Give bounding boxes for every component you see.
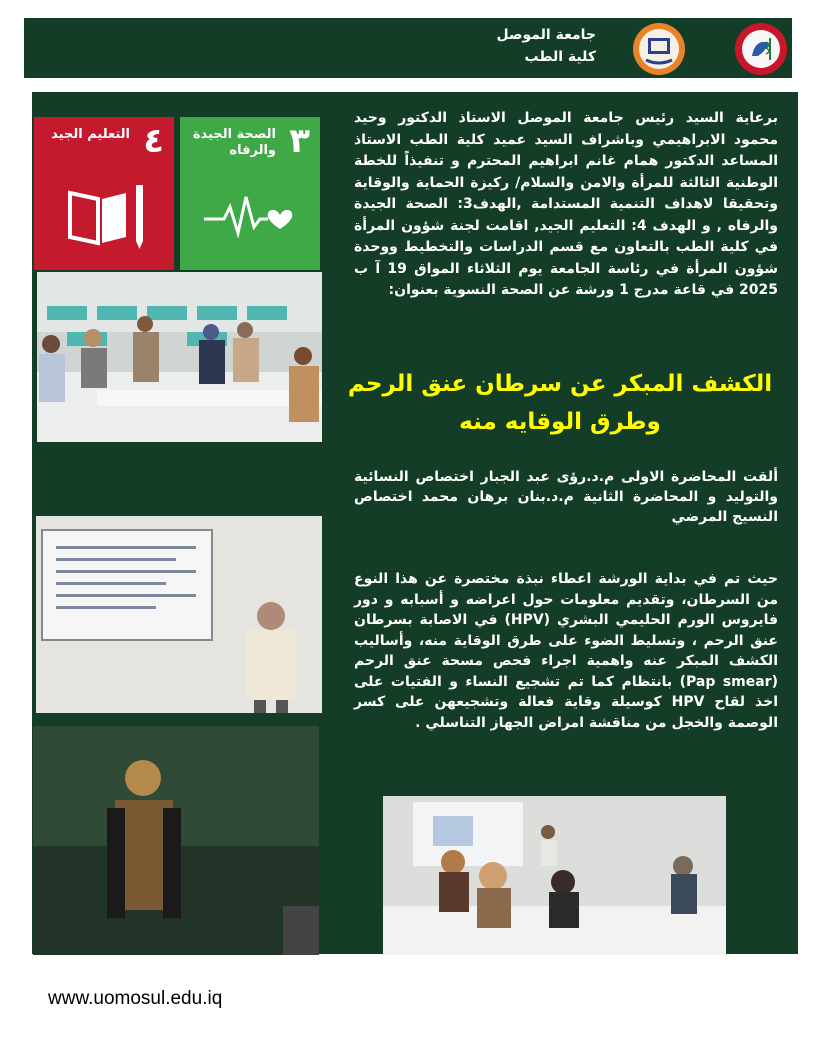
sdg-4-label: التعليم الجيد [51,127,130,142]
university-logo [632,22,686,76]
lecturers-paragraph: ألقت المحاضرة الاولى م.د.رؤى عبد الجبار اختصاص النسائية والتوليد و المحاضرة الثانية م.د.بنان برهان محمد اختصاص النسيج المرضي [354,469,778,525]
website-url: www.uomosul.edu.iq [48,988,223,1009]
sdg-3-label: الصحة الجيدة والرفاه [192,127,276,158]
sdg-4-number: ٤ [143,121,164,161]
workshop-summary-paragraph: حيث تم في بداية الورشة اعطاء نبذة مختصرة عن هذا النوع من السرطان، وتقديم معلومات حول اعراضه و أسبابه و دور فايروس الورم الحليمي البشري (HPV) في الاصابة بسرطان عنق الرحم ، وتسليط الضوء على طرق الوقاية منه، وأساليب الكشف المبكر عنه واهمية اجراء فحص مسحة عنق الرحم (Pap smear) بانتظام كما تم تشجيع النساء و الفتيات على اخذ لقاح HPV كوسيلة وقاية فعالة وتشجيعهن على كسر الوصمة والخجل من مناقشة امراض الجهاز التناسلي . [354,571,778,731]
workshop-title-line-2: وطرق الوقايه منه [459,409,661,435]
header-text [496,24,596,68]
sdg-3-tile [180,117,320,270]
lecturer-two-photo [33,726,319,955]
college-of-medicine-logo [734,22,788,76]
sdg-4-tile [34,117,174,270]
workshop-audience-photo [37,272,322,442]
workshop-title-line-1: الكشف المبكر عن سرطان عنق الرحم [347,371,773,397]
book-pencil-icon [64,179,150,251]
university-name: جامعة الموصل [496,27,596,43]
article-intro: برعاية السيد رئيس جامعة الموصل الاستاذ الدكتور وحيد محمود الابراهيمي وباشراف السيد عميد كلية الطب الاستاذ المساعد الدكتور همام غانم ابراهيم المحترم و تنفيذاً للخطة الوطنية الثالثة للمرأة والامن والسلام/ ركيزة الحماية والوقاية وتحقيقا لاهداف التنمية المستدامة ,الهدف3: الصحة الجيدة والرفاه , و الهدف 4: التعليم الجيد, اقامت لجنة شؤون المرأة في كلية الطب بالتعاون مع قسم الدراسات والتخطيط ووحدة شؤون المرأة في رئاسة الجامعة يوم الثلاثاء المواق 19 آ ب 2025 في قاعة مدرج 1 ورشة عن الصحة النسوية بعنوان: [354,110,778,298]
sdg-3-number: ٣ [289,121,310,161]
college-name: كلية الطب [524,49,596,65]
workshop-title [340,365,780,441]
header-bar [24,18,792,78]
heartbeat-icon [200,187,300,247]
lecturer-one-photo [36,516,322,713]
workshop-session-photo [383,796,726,955]
